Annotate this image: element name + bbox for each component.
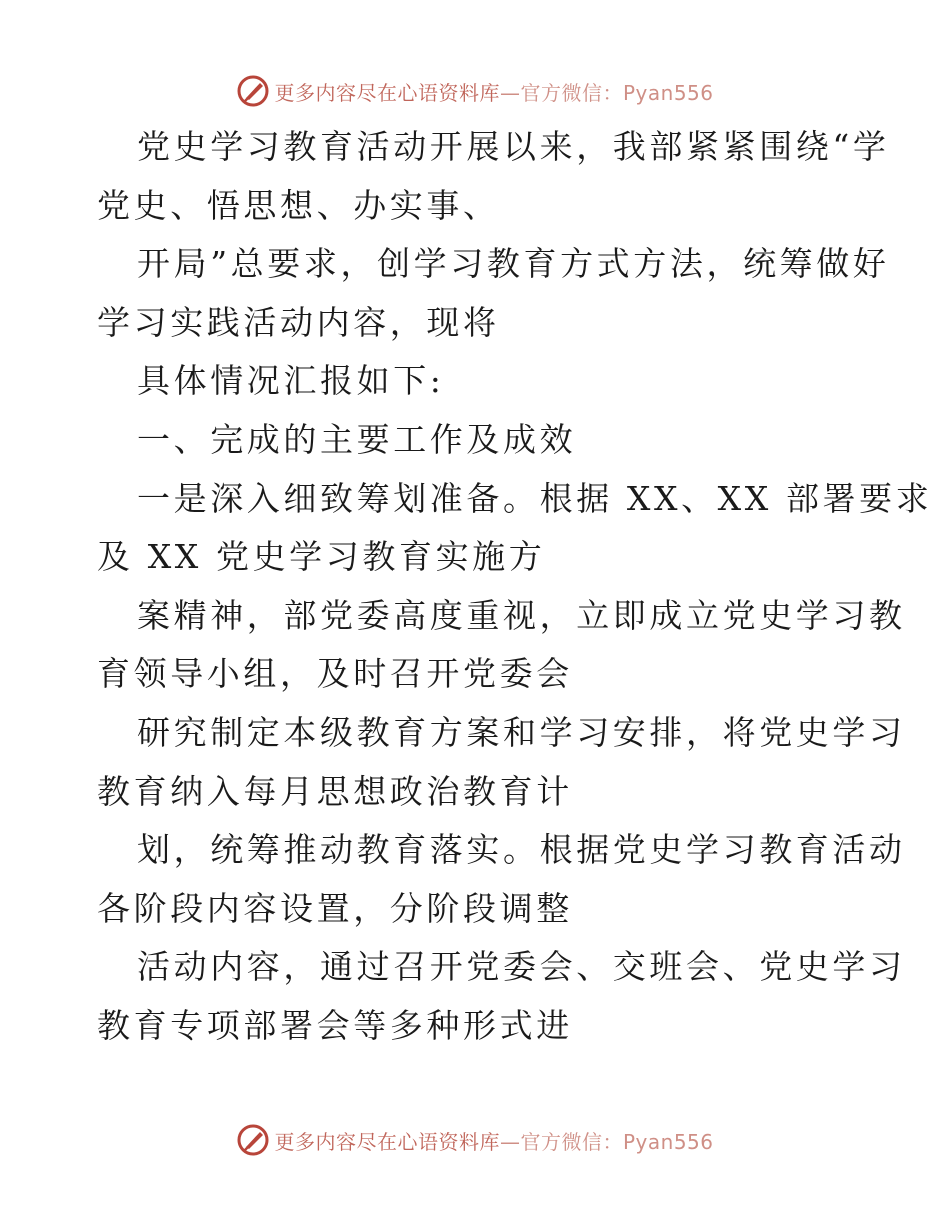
footer-watermark (0, 1123, 950, 1157)
text-line: 各阶段内容设置，分阶段调整 (97, 888, 573, 928)
text-line: 党史、悟思想、办实事、 (97, 185, 500, 225)
text-line: 研究制定本级教育方案和学习安排，将党史学习 (137, 712, 906, 752)
text-line: 活动内容，通过召开党委会、交班会、党史学习 (137, 947, 906, 987)
watermark-wechat-label: 官方微信： (520, 1129, 623, 1154)
watermark-separator: — (499, 80, 521, 105)
text-line: 开局”总要求，创学习教育方式方法，统筹做好 (137, 244, 890, 284)
quill-logo-icon (236, 74, 270, 108)
text-line: 及 XX 党史学习教育实施方 (97, 537, 546, 577)
quill-logo-icon (236, 1123, 270, 1157)
watermark-wechat-id: Pyan556 (622, 1129, 714, 1154)
text-line: 一、完成的主要工作及成效 (137, 419, 577, 459)
watermark-separator: — (499, 1129, 521, 1154)
text-line: 一是深入细致筹划准备。根据 XX、XX 部署要求 (137, 478, 933, 518)
text-line: 育领导小组，及时召开党委会 (97, 654, 573, 694)
text-line: 案精神，部党委高度重视，立即成立党史学习教 (137, 595, 906, 635)
watermark-wechat-id: Pyan556 (622, 80, 714, 105)
watermark-main-text: 更多内容尽在心语资料库 (274, 80, 500, 105)
watermark-wechat-label: 官方微信： (520, 80, 623, 105)
document-body (97, 118, 933, 1056)
watermark-main-text: 更多内容尽在心语资料库 (274, 1129, 500, 1154)
header-watermark (0, 74, 950, 108)
text-line: 教育专项部署会等多种形式进 (97, 1005, 573, 1045)
text-line: 党史学习教育活动开展以来，我部紧紧围绕“学 (137, 127, 890, 166)
text-line: 划，统筹推动教育落实。根据党史学习教育活动 (137, 830, 906, 870)
text-line: 学习实践活动内容，现将 (97, 302, 500, 342)
text-line: 教育纳入每月思想政治教育计 (97, 771, 573, 811)
text-line: 具体情况汇报如下: (137, 361, 445, 401)
